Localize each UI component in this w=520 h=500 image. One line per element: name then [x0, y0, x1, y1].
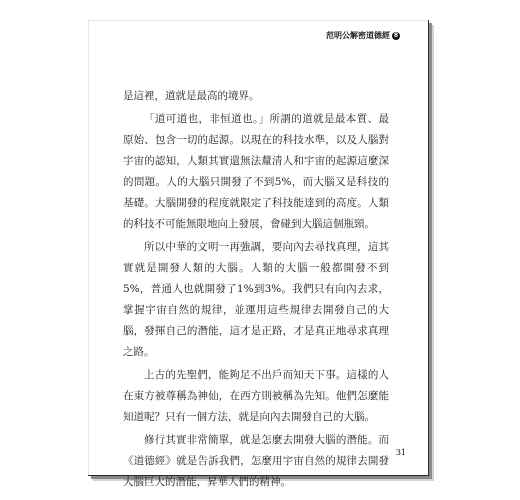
paragraph: 修行其實非常簡單，就是怎麼去開發大腦的潛能。而《道德經》就是告訴我們，怎麼用宇宙自然的規律去開發大腦巨大的潛能，昇華人們的精神。: [123, 434, 389, 488]
running-title: 范明公解密道德經: [326, 30, 390, 40]
book-page: [88, 20, 429, 488]
paragraph: 所以中華的文明一再強調，要向內去尋找真理，這其實就是開發人類的大腦。人類的大腦一般都開發不到5%，普通人也就開發了1%到3%。我們只有向內去求，掌握宇宙自然的規律，並運用這些規律去開發自己的大腦，發揮自己的潛能，這才是正路，才是真正地尋求真理之路。: [123, 241, 389, 358]
paragraph: 上古的先聖們，能夠足不出戶而知天下事。這樣的人在東方被尊稱為神仙，在西方則被稱為先知。他們怎麼能知道呢？只有一個方法，就是向內去開發自己的大腦。: [123, 369, 389, 423]
paragraph: 是這裡，道就是最高的境界。: [123, 90, 260, 102]
chapter-badge-icon: 8: [393, 32, 399, 39]
running-head: [326, 30, 400, 41]
page-number: 31: [395, 448, 406, 457]
paragraph: 「道可道也，非恒道也。」所謂的道就是最本質、最原始、包含一切的起源。以現在的科技水準，以及人腦對宇宙的認知，人類其實還無法釐清人和宇宙的起源這麼深的問題。人的大腦只開發了不到5%，而大腦又是科技的基礎。大腦開發的程度就限定了科技能達到的高度。人類的科技不可能無限地向上發展，會碰到大腦這個瓶頸。: [123, 113, 389, 230]
body-text: [123, 86, 389, 495]
